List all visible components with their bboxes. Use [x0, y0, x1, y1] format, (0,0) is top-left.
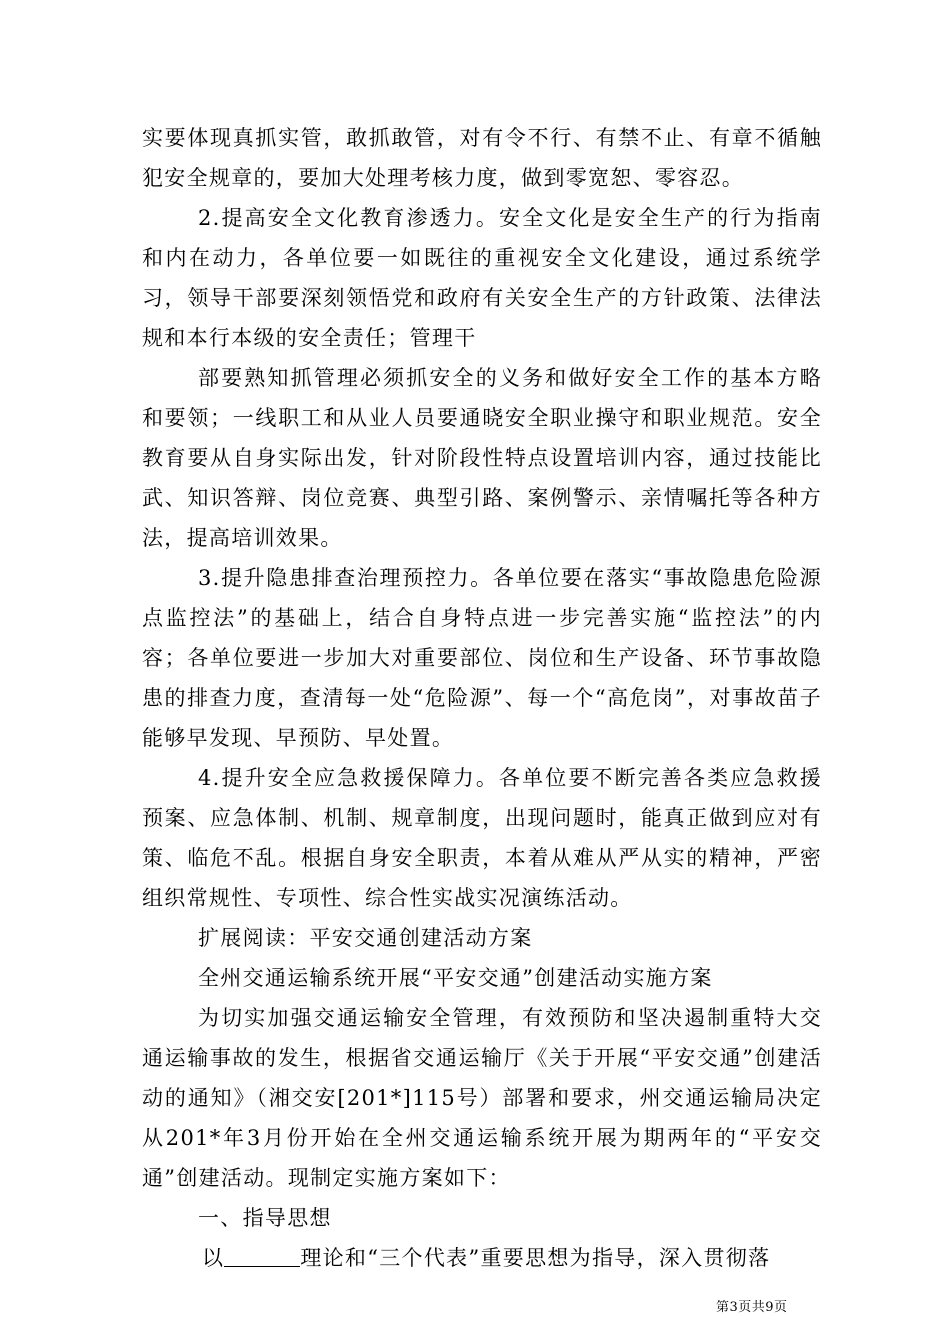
document-body [142, 118, 822, 1278]
page-number: 第3页共9页 [716, 1300, 788, 1315]
paragraph-guiding-ideology [142, 1238, 822, 1278]
paragraph-safety-culture: 2.提高安全文化教育渗透力。安全文化是安全生产的行为指南和内在动力，各单位要一如既往的重视安全文化建设，通过系统学习，领导干部要深刻领悟党和政府有关安全生产的方针政策、法律法规和本行本级的安全责任；管理干 [142, 206, 822, 350]
text-prefix: 以 [202, 1246, 225, 1270]
text-suffix: 理论和“三个代表”重要思想为指导，深入贯彻落 [300, 1246, 771, 1270]
section-heading-guiding-ideology: 一、指导思想 [198, 1206, 332, 1230]
paragraph-plan-intro: 为切实加强交通运输安全管理，有效预防和坚决遏制重特大交通运输事故的发生，根据省交通运输厅《关于开展“平安交通”创建活动的通知》（湘交安[201*]115号）部署和要求，州交通运输局决定从201*年3月份开始在全州交通运输系统开展为期两年的“平安交通”创建活动。现制定实施方案如下： [142, 1006, 822, 1190]
blank-underline [224, 1248, 300, 1267]
paragraph-emergency-rescue: 4.提升安全应急救援保障力。各单位要不断完善各类应急救援预案、应急体制、机制、规章制度，出现问题时，能真正做到应对有策、临危不乱。根据自身安全职责，本着从难从严从实的精神，严密组织常规性、专项性、综合性实战实况演练活动。 [142, 766, 822, 910]
paragraph-continuation: 实要体现真抓实管，敢抓敢管，对有令不行、有禁不止、有章不循触犯安全规章的，要加大处理考核力度，做到零宽恕、零容忍。 [142, 126, 822, 190]
paragraph-management-duties: 部要熟知抓管理必须抓安全的义务和做好安全工作的基本方略和要领；一线职工和从业人员要通晓安全职业操守和职业规范。安全教育要从自身实际出发，针对阶段性特点设置培训内容，通过技能比武、知识答辩、岗位竞赛、典型引路、案例警示、亲情嘱托等各种方法，提高培训效果。 [142, 366, 822, 550]
paragraph-hazard-control: 3.提升隐患排查治理预控力。各单位要在落实“事故隐患危险源点监控法”的基础上，结合自身特点进一步完善实施“监控法”的内容；各单位要进一步加大对重要部位、岗位和生产设备、环节事故隐患的排查力度，查清每一处“危险源”、每一个“高危岗”，对事故苗子能够早发现、早预防、早处置。 [142, 566, 822, 750]
paragraph-plan-title: 全州交通运输系统开展“平安交通”创建活动实施方案 [198, 966, 713, 990]
paragraph-extended-reading: 扩展阅读：平安交通创建活动方案 [198, 926, 533, 950]
